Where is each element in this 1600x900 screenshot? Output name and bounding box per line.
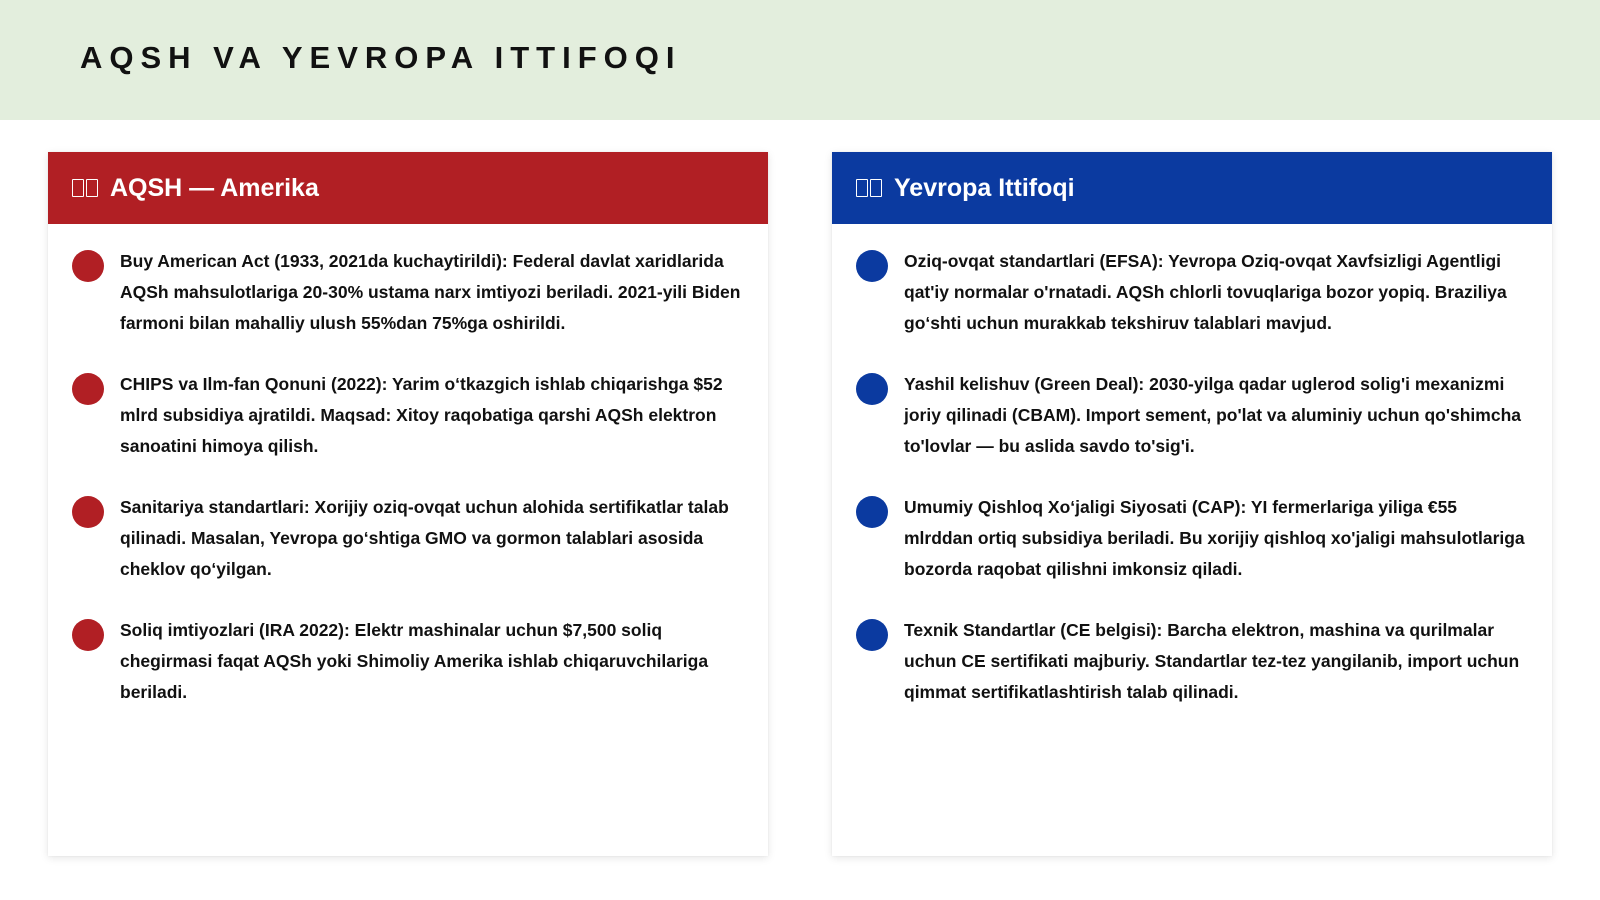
bullet-dot-icon xyxy=(856,619,888,651)
bullet-dot-icon xyxy=(72,373,104,405)
eu-panel-header xyxy=(832,152,1552,224)
list-item-text: Oziq-ovqat standartlari (EFSA): Yevropa Oziq-ovqat Xavfsizligi Agentligi qat'iy normalar o'rnatadi. AQSh chlorli tovuqlariga bozor yopiq. Braziliya go‘shti uchun murakkab tekshiruv talablari mavjud. xyxy=(904,251,1507,333)
list-item-text: CHIPS va Ilm-fan Qonuni (2022): Yarim o‘tkazgich ishlab chiqarishga $52 mlrd subsidiya ajratildi. Maqsad: Xitoy raqobatiga qarshi AQSh elektron sanoatini himoya qilish. xyxy=(120,374,723,456)
list-item xyxy=(856,369,1528,462)
page-title: AQSH VA YEVROPA ITTIFOQI xyxy=(80,40,682,75)
usa-panel-header xyxy=(48,152,768,224)
flag-icon xyxy=(72,179,98,197)
list-item xyxy=(72,615,744,708)
list-item xyxy=(72,369,744,462)
list-item xyxy=(856,492,1528,585)
bullet-dot-icon xyxy=(856,496,888,528)
bullet-dot-icon xyxy=(72,250,104,282)
list-item xyxy=(72,246,744,339)
list-item xyxy=(856,246,1528,339)
eu-panel xyxy=(832,152,1552,856)
eu-panel-title: Yevropa Ittifoqi xyxy=(894,173,1075,202)
list-item-text: Sanitariya standartlari: Xorijiy oziq-ovqat uchun alohida sertifikatlar talab qilinadi. Masalan, Yevropa go‘shtiga GMO va gormon talablari asosida cheklov qo‘yilgan. xyxy=(120,497,729,579)
list-item-text: Texnik Standartlar (CE belgisi): Barcha elektron, mashina va qurilmalar uchun CE sertifikati majburiy. Standartlar tez-tez yangilanib, import uchun qimmat sertifikatlashtirish talab qilinadi. xyxy=(904,620,1520,702)
bullet-dot-icon xyxy=(856,250,888,282)
usa-list xyxy=(48,224,768,708)
bullet-dot-icon xyxy=(72,496,104,528)
list-item xyxy=(856,615,1528,708)
flag-icon xyxy=(856,179,882,197)
header-bar xyxy=(0,0,1600,120)
bullet-dot-icon xyxy=(856,373,888,405)
list-item-text: Soliq imtiyozlari (IRA 2022): Elektr mashinalar uchun $7,500 soliq chegirmasi faqat AQSh yoki Shimoliy Amerika ishlab chiqaruvchilariga beriladi. xyxy=(120,620,709,702)
list-item-text: Buy American Act (1933, 2021da kuchaytirildi): Federal davlat xaridlarida AQSh mahsulotlariga 20-30% ustama narx imtiyozi beriladi. 2021-yili Biden farmoni bilan mahalliy ulush 55%dan 75%ga oshirildi. xyxy=(120,251,741,333)
list-item xyxy=(72,492,744,585)
usa-panel xyxy=(48,152,768,856)
bullet-dot-icon xyxy=(72,619,104,651)
list-item-text: Umumiy Qishloq Xo‘jaligi Siyosati (CAP): YI fermerlariga yiliga €55 mlrddan ortiq subsidiya beriladi. Bu xorijiy qishloq xo'jaligi mahsulotlariga bozorda raqobat qilishni imkonsiz qiladi. xyxy=(904,497,1525,579)
list-item-text: Yashil kelishuv (Green Deal): 2030-yilga qadar uglerod solig'i mexanizmi joriy qilinadi (CBAM). Import sement, po'lat va aluminiy uchun qo'shimcha to'lovlar — bu aslida savdo to'sig'i. xyxy=(904,374,1522,456)
eu-list xyxy=(832,224,1552,708)
usa-panel-title: AQSH — Amerika xyxy=(110,173,319,202)
